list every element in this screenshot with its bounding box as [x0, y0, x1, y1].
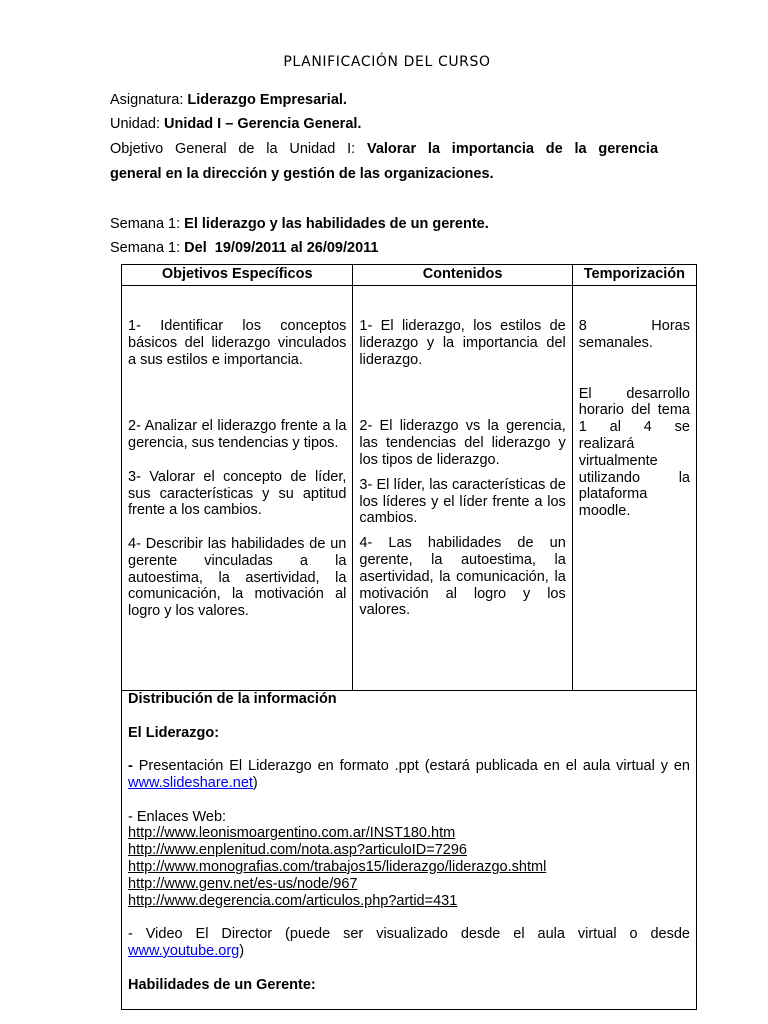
objetivo-line-2: [110, 166, 494, 182]
video-text: - Video El Director (puede ser visualizado desde el aula virtual o desde: [128, 926, 690, 943]
contenido-item: 2- El liderazgo vs la gerencia, las tendencias del liderazgo y los tipos de liderazgo.: [359, 418, 566, 468]
contenido-item: 4- Las habilidades de un gerente, la autoestima, la asertividad, la comunicación, la motivación al logro y los valores.: [359, 535, 566, 619]
header-objetivos: Objetivos Específicos: [122, 265, 353, 286]
unidad-label: Unidad:: [110, 116, 165, 132]
header-temporizacion: Temporización: [572, 265, 696, 286]
unidad-line: [110, 116, 361, 132]
objetivo-item: 1- Identificar los conceptos básicos del liderazgo vinculados a sus estilos e importancia.: [128, 318, 347, 368]
contenido-item: 1- El liderazgo, los estilos de liderazgo y la importancia del liderazgo.: [359, 318, 566, 368]
objetivo-label: Objetivo General de la Unidad I:: [110, 141, 367, 157]
youtube-link[interactable]: www.youtube.org: [128, 942, 240, 959]
web-link[interactable]: http://www.monografias.com/trabajos15/liderazgo/liderazgo.shtml: [128, 858, 547, 875]
temporizacion-cell: [572, 286, 696, 691]
section-liderazgo-heading: El Liderazgo:: [128, 724, 220, 741]
unidad-value: Unidad I – Gerencia General.: [164, 116, 362, 132]
objetivo-value-1: Valorar la importancia de la gerencia: [366, 141, 659, 157]
semana-fecha-label: Semana 1:: [110, 240, 185, 256]
objetivo-item: 3- Valorar el concepto de líder, sus características y su aptitud frente a los cambios.: [128, 468, 347, 519]
ppt-suffix: ): [252, 774, 258, 791]
header-contenidos: Contenidos: [353, 265, 572, 286]
objetivos-cell: [122, 286, 353, 691]
objetivo-item: 2- Analizar el liderazgo frente a la gerencia, sus tendencias y tipos.: [128, 418, 347, 452]
page-title: PLANIFICACIÓN DEL CURSO: [283, 54, 491, 70]
web-link[interactable]: http://www.genv.net/es-us/node/967: [128, 875, 358, 892]
info-cell: [122, 691, 697, 1010]
contenido-item: 3- El líder, las características de los líderes y el líder frente a los cambios.: [359, 476, 566, 527]
planning-table: [121, 264, 697, 1010]
slideshare-link[interactable]: www.slideshare.net: [128, 774, 253, 791]
temporizacion-item: El desarrollo horario del tema 1 al 4 se realizará virtualmente utilizando la plataforma moodle.: [578, 385, 690, 520]
ppt-paragraph: [128, 758, 690, 792]
web-link[interactable]: http://www.degerencia.com/articulos.php?artid=431: [128, 892, 458, 909]
web-link[interactable]: http://www.leonismoargentino.com.ar/INST180.htm: [128, 825, 456, 842]
asignatura-line: [110, 92, 347, 108]
semana-fecha-line: [110, 240, 379, 256]
semana-fecha-value: Del 19/09/2011 al 26/09/2011: [184, 240, 379, 256]
contenidos-cell: [353, 286, 572, 691]
objetivo-value-2: general en la dirección y gestión de las organizaciones.: [110, 166, 494, 182]
temporizacion-item: 8 Horas semanales.: [578, 318, 690, 351]
links-label: - Enlaces Web:: [128, 808, 227, 825]
section-gerente-heading: Habilidades de un Gerente:: [128, 976, 316, 993]
info-heading: Distribución de la información: [128, 691, 337, 707]
table-body-row: [122, 286, 697, 691]
objetivo-line-1: [110, 141, 658, 157]
ppt-text: Presentación El Liderazgo en formato .ppt (estará publicada en el aula virtual y en: [138, 758, 690, 775]
video-paragraph: [128, 926, 690, 960]
semana-tema-label: Semana 1:: [110, 216, 185, 232]
info-row: [122, 691, 697, 1010]
web-link[interactable]: http://www.enplenitud.com/nota.asp?articuloID=7296: [128, 842, 467, 859]
objetivo-item: 4- Describir las habilidades de un gerente vinculadas a la autoestima, la asertividad, la comunicación, la motivación al logro y los valores.: [128, 535, 347, 620]
asignatura-label: Asignatura:: [110, 92, 188, 108]
table-header-row: [122, 265, 697, 286]
semana-tema-line: [110, 216, 489, 232]
semana-tema-value: El liderazgo y las habilidades de un gerente.: [184, 216, 489, 232]
video-suffix: ): [239, 942, 245, 959]
asignatura-value: Liderazgo Empresarial.: [187, 92, 347, 108]
ppt-dash: -: [128, 758, 139, 775]
